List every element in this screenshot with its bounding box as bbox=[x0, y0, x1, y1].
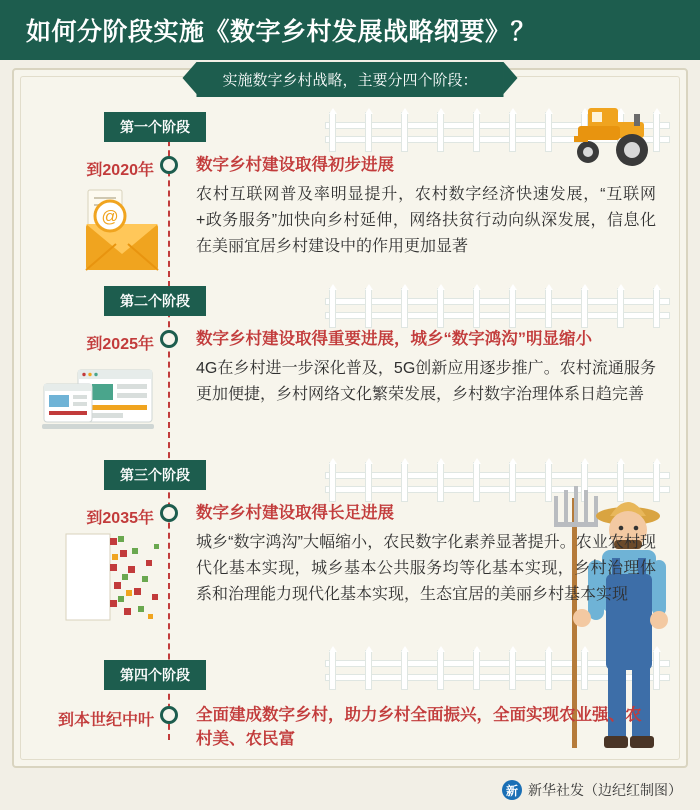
page-header bbox=[0, 0, 700, 60]
browser-window-icon bbox=[40, 368, 160, 440]
page-title: 如何分阶段实施《数字乡村发展战略纲要》？ bbox=[26, 18, 537, 46]
pixel-dissolve-icon bbox=[62, 530, 166, 626]
timeline-node-3 bbox=[160, 504, 178, 522]
stage-body-3: 城乡“数字鸿沟”大幅缩小，农民数字化素养显著提升。农业农村现代化基本实现，城乡基本公共服务均等化基本实现，乡村治理体系和治理能力现代化基本实现，生态宜居的美丽乡村基本实现 bbox=[196, 534, 656, 603]
stage-title-2: 数字乡村建设取得重要进展，城乡“数字鸿沟”明显缩小 bbox=[196, 330, 592, 348]
email-envelope-icon bbox=[76, 186, 168, 278]
stage-year-1: 到2020年 bbox=[86, 162, 154, 179]
svg-text:@: @ bbox=[101, 207, 119, 226]
xinhua-logo-icon: 新 bbox=[502, 780, 522, 800]
stage-year-4: 到本世纪中叶 bbox=[57, 712, 154, 729]
stage-body-1: 农村互联网普及率明显提升，农村数字经济快速发展，“互联网+政务服务”加快向乡村延伸，网络扶贫行动向纵深发展，信息化在美丽宜居乡村建设中的作用更加显著 bbox=[196, 186, 656, 255]
stage-year-3: 到2035年 bbox=[86, 510, 154, 527]
footer-credit bbox=[502, 780, 682, 800]
timeline-node-1 bbox=[160, 156, 178, 174]
fence-icon bbox=[325, 288, 670, 328]
timeline-dashed-line bbox=[168, 120, 170, 740]
stage-pill-3: 第三个阶段 bbox=[104, 460, 206, 490]
stage-pill-2: 第二个阶段 bbox=[104, 286, 206, 316]
stage-year-2: 到2025年 bbox=[86, 336, 154, 353]
stage-title-4: 全面建成数字乡村，助力乡村全面振兴，全面实现农业强、农村美、农民富 bbox=[196, 706, 642, 748]
timeline-node-4 bbox=[160, 706, 178, 724]
stage-title-1: 数字乡村建设取得初步进展 bbox=[196, 156, 394, 174]
stage-pill-1: 第一个阶段 bbox=[104, 112, 206, 142]
stage-title-3: 数字乡村建设取得长足进展 bbox=[196, 504, 394, 522]
footer-credit-text: 新华社发（边纪红制图） bbox=[528, 782, 682, 798]
timeline-node-2 bbox=[160, 330, 178, 348]
stage-pill-4: 第四个阶段 bbox=[104, 660, 206, 690]
subtitle-ribbon: 实施数字乡村战略，主要分四个阶段： bbox=[196, 62, 503, 97]
stage-body-2: 4G在乡村进一步深化普及，5G创新应用逐步推广。农村流通服务更加便捷，乡村网络文化繁荣发展，乡村数字治理体系日趋完善 bbox=[196, 360, 656, 403]
